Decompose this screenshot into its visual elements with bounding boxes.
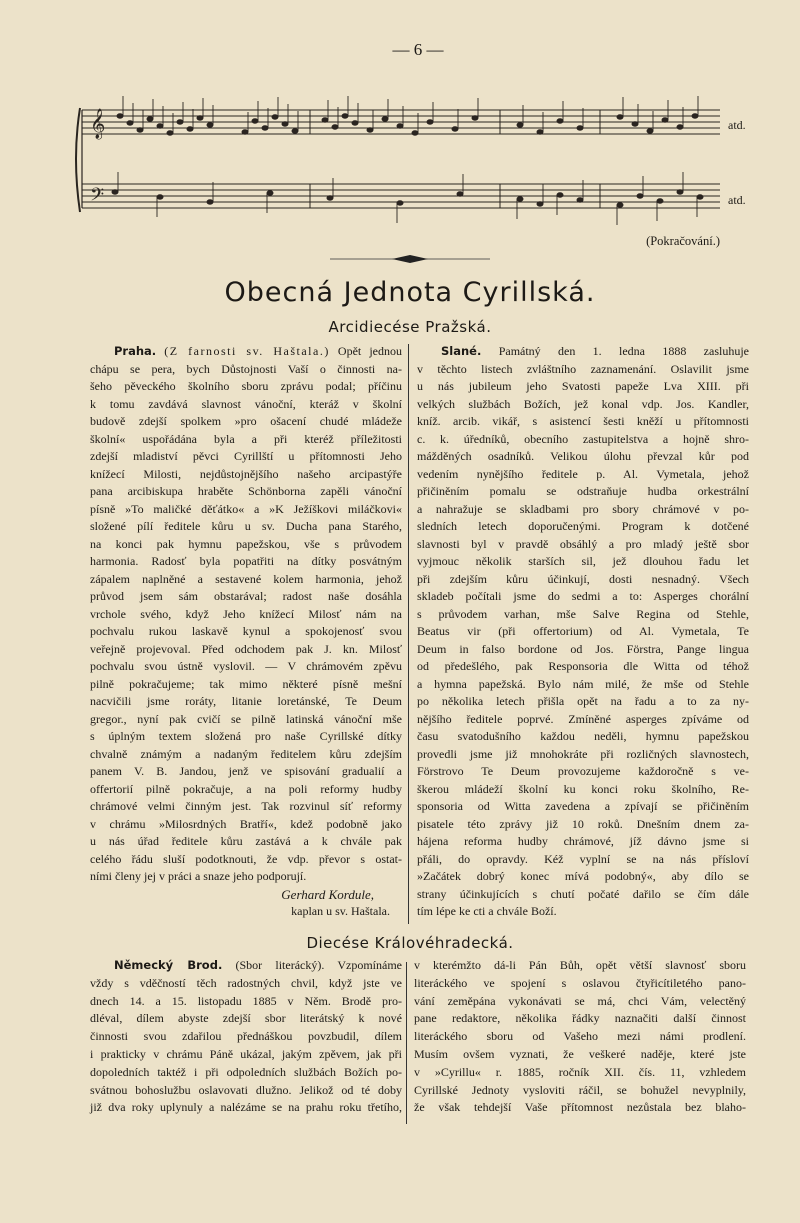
text-line: vrchole svého, když Jeho knížecí Milosť nám na — [90, 606, 402, 621]
note-head — [517, 197, 523, 201]
note-head — [332, 125, 338, 129]
article-slane — [417, 343, 749, 921]
article-place: Slané. — [441, 344, 482, 358]
notes — [112, 96, 703, 225]
note-head — [127, 121, 133, 125]
text-line: u nás jubileum jeho Svatosti papeže Lva XIII. při — [417, 379, 749, 393]
text-line: gregor., nyní pak cvičí se pilně latinská vánoční mše — [90, 711, 402, 726]
page-number: — 6 — — [392, 40, 444, 59]
text-line: literáckého ve spojení s oslavou čtyřicítiletého pano- — [414, 975, 746, 990]
text-line: mážděných osadníků. Velikou úlohu převzal kůr pod — [417, 449, 749, 463]
article-text: Opět jednou — [337, 344, 402, 358]
text-line: v těchto listech zvláštního zaznamenání. Oslavilit jsme — [417, 361, 749, 376]
text-line: pilně pokračujeme; tak mimo některé písně mešní — [90, 676, 402, 691]
text-line: c. k. úředníků, obecního zastupitelstva a hojně shro- — [417, 431, 749, 446]
note-head — [647, 129, 653, 133]
text-line: slavnosti byl v pravdě obsáhlý a pro mladý ještě sbor — [417, 536, 749, 551]
note-head — [272, 115, 278, 119]
note-head — [292, 129, 298, 133]
text-line: dléval, dílem abyste zdejší sbor literátský k nové — [90, 1011, 402, 1026]
note-head — [187, 127, 193, 131]
note-head — [397, 201, 403, 205]
text-line: přáli, do opravdy. Kéž vyplní se na nás přísloví — [417, 851, 749, 866]
article-place: Německý Brod. — [114, 958, 223, 972]
text-line: chrámové velmi činným jest. Tak rozvinul síť reformy — [90, 799, 402, 813]
article-nemecky-brod — [90, 957, 402, 1117]
text-line: písně »To maličké děťátko« a »K Ježíškovi miláčkovi« — [90, 501, 402, 516]
note-head — [632, 122, 638, 126]
note-head — [677, 190, 683, 194]
text-line: průvod jsem sám obstarával; radost naše dosáhla — [90, 589, 402, 603]
text-line: vání zeměpána vykonávati se má, chci Vám, velectěný — [414, 993, 746, 1008]
text-line: ními členy jej v práci a snaze jeho podporují. — [90, 869, 307, 883]
column-divider — [408, 344, 409, 924]
text-line: pane redaktore, několika řádky naznačiti další činnost — [414, 1011, 746, 1026]
note-head — [382, 117, 388, 121]
text-line: provedli jsme již mnohokráte při rozličných slavnostech, — [417, 746, 749, 761]
note-head — [577, 198, 583, 202]
text-line: Deum in falso bordone od Jos. Förstra, Pange lingua — [417, 641, 749, 656]
note-head — [242, 130, 248, 134]
text-line: strany účinkujících s chutí počaté dařilo se čím dále — [417, 886, 749, 901]
signature: Gerhard Kordule, — [281, 886, 374, 902]
note-head — [197, 116, 203, 120]
note-head — [697, 195, 703, 199]
text-line: vždy s vděčností těch radostných chvil, když jste ve — [90, 975, 402, 990]
text-line: celého řádu sluší podotknouti, že vdp. převor s ostat- — [90, 851, 402, 866]
note-head — [352, 121, 358, 125]
text-line: dopoledních taktéž i při odpoledních službách Božích po- — [90, 1064, 402, 1079]
column-divider — [406, 962, 407, 1124]
note-head — [452, 127, 458, 131]
text-line: panem V. B. Jandou, jenž ve spisování gradualií a — [90, 764, 402, 778]
text-line: s úplným textem složená pro naše Cyrillské dítky — [90, 729, 402, 743]
text-line: budově zdejší spolkem »pro ošacení chudé mládeže — [90, 414, 402, 428]
note-head — [427, 120, 433, 124]
text-line: vedením nynějšího ředitele p. Al. Vymetala, jehož — [417, 466, 749, 481]
text-line: pochvalu svou ústně vyslovil. — V chrámovém zpěvu — [90, 659, 402, 673]
text-line: harmonia. Radosť byla popatřiti na dítky posvátným — [90, 554, 402, 568]
note-head — [657, 199, 663, 203]
text-line: s průvodem varhan, mše Salve Regina od Stehle, — [417, 606, 749, 621]
article-place: Praha. — [114, 344, 157, 358]
text-line: veřejně projevoval. Před odchodem pak J. kn. Milosť — [90, 641, 402, 656]
note-head — [167, 131, 173, 135]
note-head — [537, 130, 543, 134]
note-head — [577, 126, 583, 130]
text-line: a hymna papežská. Bylo nám milé, že mše od Stehle — [417, 676, 749, 691]
note-head — [147, 117, 153, 121]
text-line: zdejší mladiství pěvci Cyrillští u přítomnosti Jeho — [90, 449, 402, 463]
text-line: literáckého sboru od Vašeho mezi námi prodlení. — [414, 1029, 746, 1044]
text-line: sponsoria od Witta zavedena a zpívají se přičiněním — [417, 799, 749, 813]
note-head — [327, 196, 333, 200]
continuation-note: (Pokračování.) — [646, 234, 720, 248]
text-line: skladeb počítali jsme do sedmi a to: Asperges chorální — [417, 589, 749, 603]
note-head — [662, 118, 668, 122]
text-line: od předešlého, pak Responsoria dle Witta od téhož — [417, 659, 749, 673]
text-line: svátnou bohoslužbu oslavovati dlužno. Jelikož od té doby — [90, 1082, 402, 1097]
article-subtitle: (Z farnosti sv. Haštala.) — [164, 344, 330, 358]
text-line: chápu se pera, bych Důstojnosti Vaší o činnosti na- — [90, 361, 402, 376]
note-head — [617, 115, 623, 119]
text-line: v chrámu »Milosrdných Bratří«, kdež podobně jako — [90, 816, 402, 831]
music-score — [70, 88, 770, 233]
brace — [76, 108, 80, 212]
text-line: času svatodušního každou neděli, hymnu papežskou — [417, 729, 749, 743]
text-line: v »Cyrillu« r. 1885, ročník XII. čís. 11, vzhledem — [414, 1064, 746, 1079]
note-head — [157, 124, 163, 128]
text-line: knížecí Milosti, nejdůstojnějšího našeho arcipastýře — [90, 466, 402, 481]
text-line: »Začátek dobrý konec mívá podobný«, aby dílo se — [417, 869, 749, 883]
article-text: Památný den 1. ledna 1888 zasluhuje — [498, 344, 750, 358]
text-line: Beatus vir (při offertorium) od Al. Vymetala, Te — [417, 624, 749, 638]
article-first-line — [90, 343, 402, 361]
note-head — [207, 123, 213, 127]
signature-title: kaplan u sv. Haštala. — [291, 904, 390, 918]
section-heading: Diecése Královéhradecká. — [306, 934, 514, 952]
text-line: tím lépe ke cti a chvále Boží. — [417, 904, 557, 918]
note-head — [342, 114, 348, 118]
text-line: hájena reforma hudby chrámové, jíž dávno jsme si — [417, 834, 749, 848]
text-line: složené pílí ředitele kůru u sv. Ducha pana Starého, — [90, 519, 402, 533]
note-head — [282, 122, 288, 126]
text-line: pisatele této zprávy již 10 roků. Dnešním dnem za- — [417, 816, 749, 831]
text-line: Cyrillské Jednoty vysloviti ráčil, se bohužel nevyplnily, — [414, 1082, 746, 1097]
text-line: Förstrovo Te Deum provozujeme každoročně s ve- — [417, 764, 749, 778]
text-line: na konci pak hymnu papežskou, vše s průvodem — [90, 536, 402, 551]
note-head — [517, 123, 523, 127]
text-line: pana arcibiskupa hraběte Schönborna zapěli vánoční — [90, 484, 402, 498]
text-line: škerou mládeží školní ku konci roku školního, Re- — [417, 781, 749, 796]
note-head — [557, 193, 563, 197]
text-line: Musím ovšem vyznati, že veškeré naděje, které jste — [414, 1046, 746, 1061]
bass-clef-icon: 𝄢 — [90, 184, 105, 209]
text-line: zápalem naplněné a sestavené kolem harmonia, jehož — [90, 571, 402, 586]
note-head — [177, 120, 183, 124]
text-line: i prakticky v chrámu Páně ukázal, jakým zpěvem, jak při — [90, 1046, 402, 1061]
note-head — [457, 192, 463, 196]
text-line: při zdejším kůru účinkují, dosti nesnadný. Všech — [417, 571, 749, 586]
note-head — [157, 195, 163, 199]
note-head — [137, 128, 143, 132]
text-line: sledních letech doporučenými. Program k dotčené — [417, 519, 749, 533]
ornament-divider — [330, 254, 490, 264]
text-line: vyjmouc několik starších sil, jež dlouhou řadu let — [417, 554, 749, 568]
note-head — [677, 125, 683, 129]
note-head — [267, 191, 273, 195]
note-head — [367, 128, 373, 132]
text-line: kníž. arcib. vikář, s asistencí šesti kněží u přítomnosti — [417, 414, 749, 428]
note-head — [252, 119, 258, 123]
text-line: nějšího ředitele poprvé. Zmíněné asperges zpíváme od — [417, 711, 749, 726]
note-head — [262, 126, 268, 130]
text-line: že však tehdejší Vaše přítomnost nezůstala bez blaho- — [414, 1100, 746, 1115]
atd-label-top: atd. — [728, 118, 746, 132]
note-head — [117, 114, 123, 118]
text-line: pochvalu rukou laskavě kynul a spokojenosť svou — [90, 624, 402, 638]
text-line: a nahražuje se skladbami pro sbory chrámové v po- — [417, 501, 749, 516]
text-line: již dva roky uplynuly a nalézáme se na prahu roku třetího, — [90, 1100, 402, 1115]
text-line: k tomu zavdává slavnost vánoční, kteráž v školní — [90, 396, 402, 411]
note-head — [322, 118, 328, 122]
note-head — [617, 203, 623, 207]
note-head — [472, 116, 478, 120]
note-head — [637, 194, 643, 198]
note-head — [692, 114, 698, 118]
text-line: chvalně známým a nadaným ředitelem kůru zdejším — [90, 746, 402, 761]
text-line: nacvičili jsme roráty, litanie loretánské, Te Deum — [90, 694, 402, 708]
text-line: u nás úřad ředitele kůru zastává a k chvále pak — [90, 834, 402, 848]
atd-label-bottom: atd. — [728, 193, 746, 207]
text-line: po několika letech přišla opět na řadu a to za ny- — [417, 694, 749, 708]
article-nemecky-brod-continued — [414, 957, 746, 1117]
text-line: dnech 14. a 15. listopadu 1885 v Něm. Brodě pro- — [90, 993, 402, 1008]
note-head — [397, 124, 403, 128]
section-heading: Arcidiecése Pražská. — [328, 318, 492, 336]
text-line: offertorií pilně pokračuje, a na poli reformy hudby — [90, 781, 402, 796]
text-line: velkých službách Božích, jež konal vdp. Jos. Kandler, — [417, 396, 749, 411]
article-first-line — [417, 343, 749, 361]
text-line: v kterémžto dá-li Pán Bůh, opět větší slavnosť sboru — [414, 958, 746, 972]
treble-clef-icon: 𝄞 — [90, 109, 106, 138]
note-head — [537, 202, 543, 206]
text-line: přičiněním pomalu se odstraňuje hudba orkestrální — [417, 484, 749, 498]
note-head — [207, 200, 213, 204]
page-title: Obecná Jednota Cyrillská. — [224, 277, 596, 308]
text-line: školní« uspořádána byla a při kteréž příležitosti — [90, 431, 402, 446]
article-text: (Sbor literácký). Vzpomínáme — [235, 958, 402, 972]
note-head — [412, 131, 418, 135]
note-head — [112, 190, 118, 194]
text-line: činnosti svou zdařilou přednáškou povzbudil, dílem — [90, 1029, 402, 1044]
text-line: šeho pěveckého školního sboru zprávu podal; příčinu — [90, 379, 402, 393]
article-praha — [90, 343, 402, 921]
note-head — [557, 119, 563, 123]
article-first-line — [90, 957, 402, 975]
